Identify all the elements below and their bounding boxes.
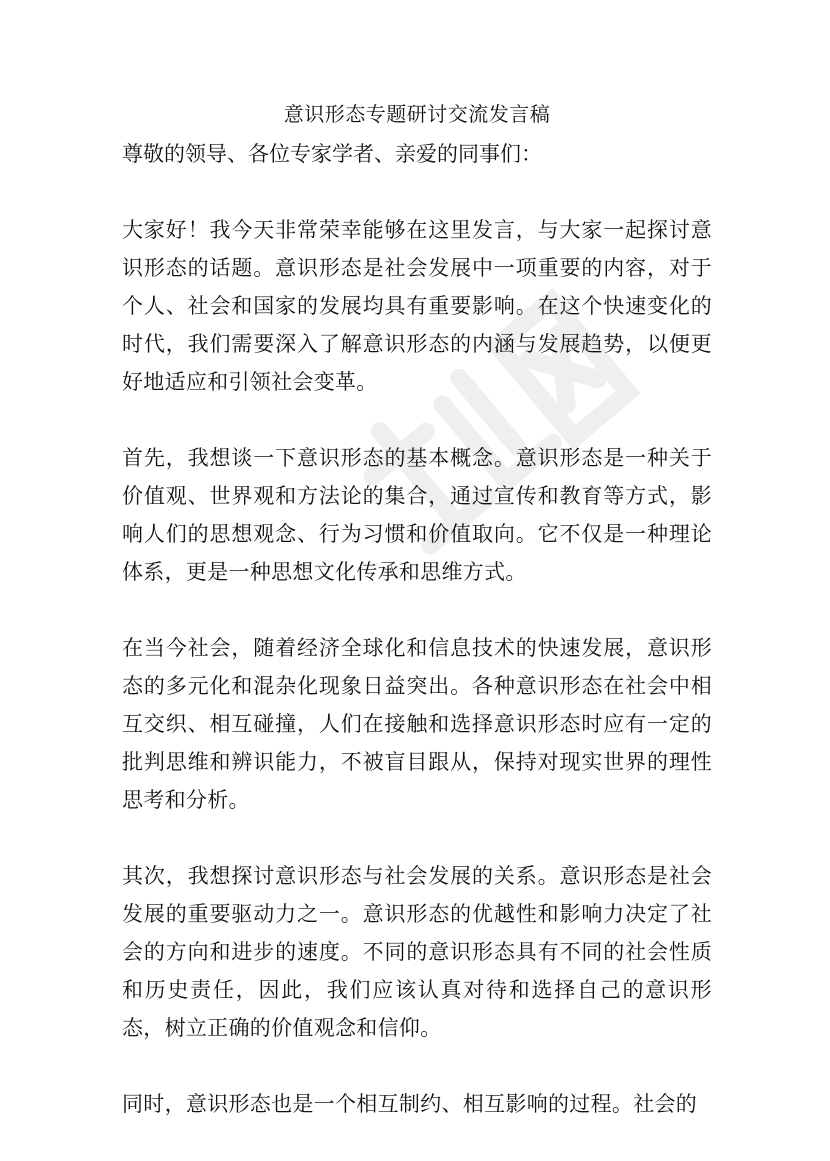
- paragraph-2: 首先，我想谈一下意识形态的基本概念。意识形态是一种关于价值观、世界观和方法论的集合，通过宣传和教育等方式，影响人们的思想观念、行为习惯和价值取向。它不仅是一种理论体系，更是一种思想文化传承和思维方式。: [122, 446, 712, 584]
- salutation: 尊敬的领导、各位专家学者、亲爱的同事们：: [122, 142, 542, 166]
- document-body: [122, 95, 712, 1161]
- document-title: 意识形态专题研讨交流发言稿: [283, 102, 551, 126]
- paragraph-5: 同时，意识形态也是一个相互制约、相互影响的过程。社会的: [122, 1092, 698, 1116]
- paragraph-4: 其次，我想探讨意识形态与社会发展的关系。意识形态是社会发展的重要驱动力之一。意识形态的优越性和影响力决定了社会的方向和进步的速度。不同的意识形态具有不同的社会性质和历史责任，因此，我们应该认真对待和选择自己的意识形态，树立正确的价值观念和信仰。: [122, 864, 712, 1040]
- paragraph-1: 大家好！我今天非常荣幸能够在这里发言，与大家一起探讨意识形态的话题。意识形态是社会发展中一项重要的内容，对于个人、社会和国家的发展均具有重要影响。在这个快速变化的时代，我们需要深入了解意识形态的内涵与发展趋势，以便更好地适应和引领社会变革。: [122, 218, 712, 394]
- paragraph-3: 在当今社会，随着经济全球化和信息技术的快速发展，意识形态的多元化和混杂化现象日益突出。各种意识形态在社会中相互交织、相互碰撞，人们在接触和选择意识形态时应有一定的批判思维和辨识能力，不被盲目跟从，保持对现实世界的理性思考和分析。: [122, 636, 712, 812]
